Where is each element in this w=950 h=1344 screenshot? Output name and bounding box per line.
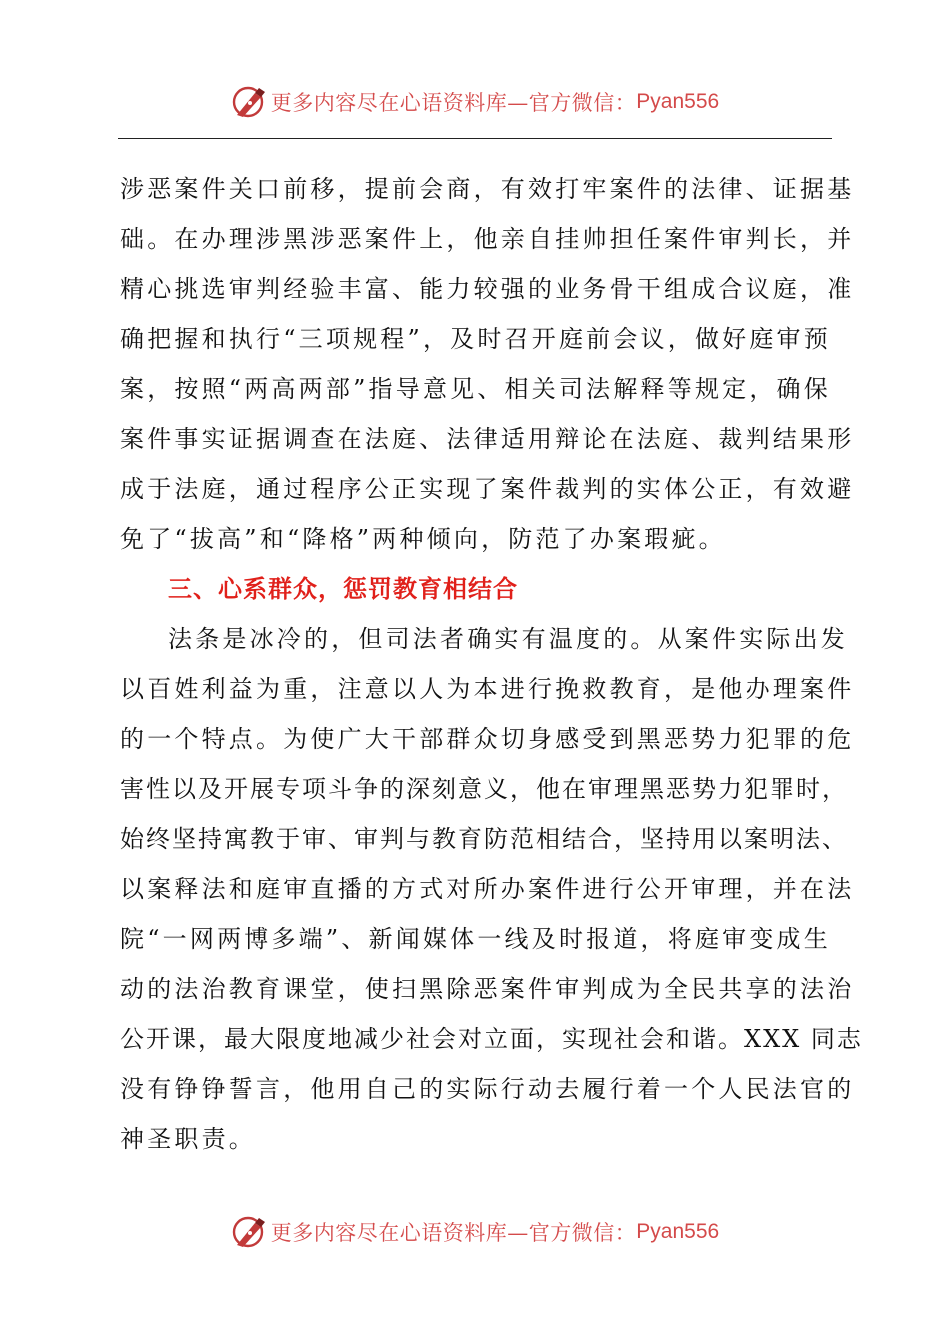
body-line: 没有铮铮誓言，他用自己的实际行动去履行着一个人民法官的 (120, 1075, 855, 1103)
footer-banner-handle: Pyan556 (636, 1220, 720, 1243)
body-line: 始终坚持寓教于审、审判与教育防范相结合，坚持用以案明法、 (120, 825, 848, 853)
body-line: 案，按照“两高两部”指导意见、相关司法解释等规定，确保 (120, 375, 831, 403)
body-line: 神圣职责。 (120, 1125, 256, 1153)
body-line: 公开课，最大限度地减少社会对立面，实现社会和谐。XXX 同志 (120, 1025, 863, 1053)
body-line: 免了“拔高”和“降格”两种倾向，防范了办案瑕疵。 (120, 525, 726, 553)
paragraph-first-line: 法条是冰冷的，但司法者确实有温度的。从案件实际出发 (168, 625, 848, 653)
pen-nib-logo-icon (231, 84, 267, 120)
header-banner-text: 更多内容尽在心语资料库—官方微信： (270, 91, 637, 115)
pen-nib-logo-icon (231, 1214, 267, 1250)
body-line: 成于法庭，通过程序公正实现了案件裁判的实体公正，有效避 (120, 475, 855, 503)
header-banner (0, 82, 950, 122)
header-divider (118, 138, 832, 139)
body-line: 涉恶案件关口前移，提前会商，有效打牢案件的法律、证据基 (120, 175, 855, 203)
footer-banner-text: 更多内容尽在心语资料库—官方微信： (270, 1221, 637, 1245)
document-body (120, 164, 863, 1164)
body-line: 确把握和执行“三项规程”，及时召开庭前会议，做好庭审预 (120, 325, 831, 353)
body-line: 精心挑选审判经验丰富、能力较强的业务骨干组成合议庭，准 (120, 275, 855, 303)
section-heading: 三、心系群众，惩罚教育相结合 (168, 575, 518, 603)
body-line: 础。在办理涉黑涉恶案件上，他亲自挂帅担任案件审判长，并 (120, 225, 855, 253)
footer-banner (0, 1212, 950, 1252)
body-line: 以案释法和庭审直播的方式对所办案件进行公开审理，并在法 (120, 875, 855, 903)
header-banner-handle: Pyan556 (636, 90, 720, 113)
body-line: 的一个特点。为使广大干部群众切身感受到黑恶势力犯罪的危 (120, 725, 855, 753)
body-line: 害性以及开展专项斗争的深刻意义，他在审理黑恶势力犯罪时， (120, 775, 848, 803)
body-line: 院“一网两博多端”、新闻媒体一线及时报道，将庭审变成生 (120, 925, 831, 953)
body-line: 动的法治教育课堂，使扫黑除恶案件审判成为全民共享的法治 (120, 975, 855, 1003)
body-line: 以百姓利益为重，注意以人为本进行挽救教育，是他办理案件 (120, 675, 855, 703)
body-line: 案件事实证据调查在法庭、法律适用辩论在法庭、裁判结果形 (120, 425, 855, 453)
